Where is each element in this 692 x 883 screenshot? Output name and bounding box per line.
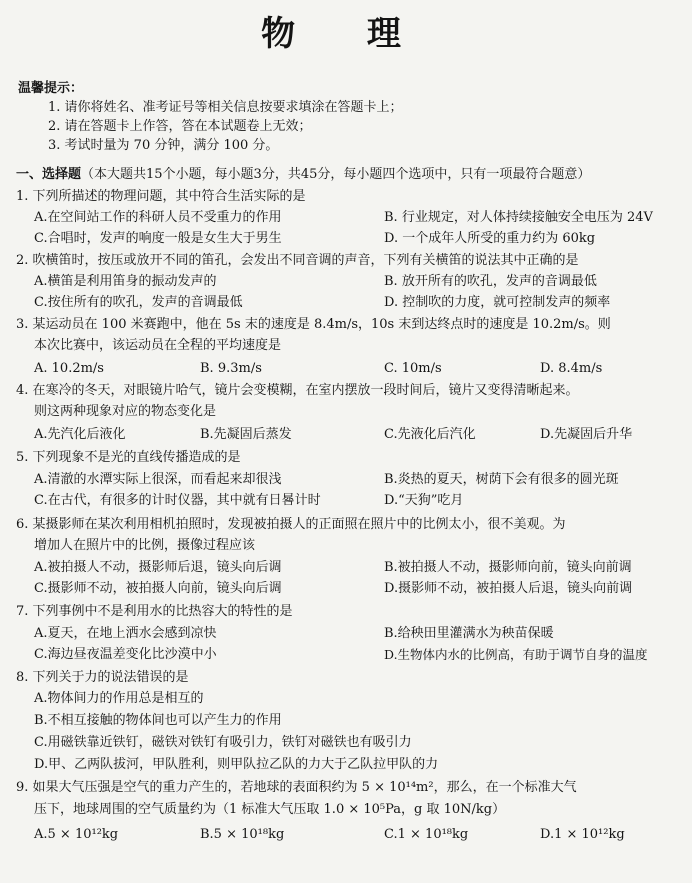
option-b: B.被拍摄人不动，摄影师向前，镜头向前调 [384, 560, 632, 575]
option-b: B.5 × 10¹⁸kg [200, 827, 285, 842]
option-c: C.海边昼夜温差变化比沙漠中小 [34, 647, 217, 662]
question-stem-cont: 压下，地球周围的空气质量约为（1 标准大气压取 1.0 × 10⁵Pa，g 取 10N/kg） [34, 802, 506, 817]
question-stem: 9. 如果大气压强是空气的重力产生的，若地球的表面积约为 5 × 10¹⁴m²，那么，在一个标准大气 [16, 780, 577, 795]
option-d: D. 控制吹的力度，就可控制发声的频率 [384, 295, 611, 310]
option-a: A.夏天，在地上洒水会感到凉快 [34, 626, 217, 641]
option-a: A.先汽化后液化 [34, 427, 126, 442]
question-stem: 2. 吹横笛时，按压或放开不同的笛孔，会发出不同音调的声音，下列有关横笛的说法其中正确的是 [16, 253, 579, 268]
section-label: 一、选择题 [16, 167, 82, 182]
option-c: C.按住所有的吹孔，发声的音调最低 [34, 295, 243, 310]
option-c: C.摄影师不动，被拍摄人向前，镜头向后调 [34, 581, 282, 596]
question-stem: 1. 下列所描述的物理问题，其中符合生活实际的是 [16, 189, 306, 204]
option-a: A.物体间力的作用总是相互的 [34, 691, 204, 706]
option-b: B.给秧田里灌满水为秧苗保暖 [384, 626, 554, 641]
notice-heading: 温馨提示： [18, 81, 84, 96]
option-a: A.5 × 10¹²kg [34, 827, 119, 842]
option-b: B.先凝固后蒸发 [200, 427, 292, 442]
option-a: A.被拍摄人不动，摄影师后退，镜头向后调 [34, 560, 282, 575]
option-a: A.在空间站工作的科研人员不受重力的作用 [34, 210, 282, 225]
option-a: A. 10.2m/s [34, 361, 104, 376]
question-stem-cont: 则这两种现象对应的物态变化是 [34, 404, 217, 419]
option-c: C.1 × 10¹⁸kg [384, 827, 469, 842]
question-stem: 4. 在寒冷的冬天，对眼镜片哈气，镜片会变模糊，在室内摆放一段时间后，镜片又变得清晰起来。 [16, 383, 579, 398]
notice-item: 3. 考试时量为 70 分钟，满分 100 分。 [48, 138, 279, 153]
option-c: C.合唱时，发声的响度一般是女生大于男生 [34, 231, 282, 246]
option-b: B.炎热的夏天，树荫下会有很多的圆光斑 [384, 472, 619, 487]
question-stem: 5. 下列现象不是光的直线传播造成的是 [16, 450, 241, 465]
option-a: A.清澈的水潭实际上很深，而看起来却很浅 [34, 472, 282, 487]
option-c: C.用磁铁靠近铁钉，磁铁对铁钉有吸引力，铁钉对磁铁也有吸引力 [34, 735, 412, 750]
question-stem: 7. 下列事例中不是利用水的比热容大的特性的是 [16, 604, 293, 619]
option-c: C.在古代，有很多的计时仪器，其中就有日晷计时 [34, 493, 321, 508]
section-desc: （本大题共15个小题，每小题3分，共45分，每小题四个选项中，只有一项最符合题意） [81, 167, 591, 182]
option-b: B. 行业规定，对人体持续接触安全电压为 24V [384, 210, 653, 225]
option-d: D. 8.4m/s [540, 361, 603, 376]
option-d: D.1 × 10¹²kg [540, 827, 625, 842]
option-b: B.不相互接触的物体间也可以产生力的作用 [34, 713, 282, 728]
option-d: D.生物体内水的比例高，有助于调节自身的温度 [384, 647, 648, 662]
option-d: D.摄影师不动，被拍摄人后退，镜头向前调 [384, 581, 633, 596]
question-stem-cont: 增加人在照片中的比例，摄像过程应该 [34, 538, 256, 553]
option-d: D.先凝固后升华 [540, 427, 633, 442]
option-d: D.甲、乙两队拔河，甲队胜利，则甲队拉乙队的力大于乙队拉甲队的力 [34, 757, 439, 772]
option-b: B. 放开所有的吹孔，发声的音调最低 [384, 274, 597, 289]
question-stem-cont: 本次比赛中，该运动员在全程的平均速度是 [34, 338, 282, 353]
option-c: C.先液化后汽化 [384, 427, 476, 442]
option-d: D. 一个成年人所受的重力约为 60kg [384, 231, 596, 246]
option-b: B. 9.3m/s [200, 361, 262, 376]
question-stem: 6. 某摄影师在某次利用相机拍照时，发现被拍摄人的正面照在照片中的比例太小，很不美观。为 [16, 517, 566, 532]
option-c: C. 10m/s [384, 361, 442, 376]
option-a: A.横笛是利用笛身的振动发声的 [34, 274, 217, 289]
option-d: D.“天狗”吃月 [384, 493, 464, 508]
question-stem: 3. 某运动员在 100 米赛跑中，他在 5s 末的速度是 8.4m/s，10s 末到达终点时的速度是 10.2m/s。则 [16, 317, 611, 332]
notice-item: 1. 请你将姓名、准考证号等相关信息按要求填涂在答题卡上； [48, 100, 403, 115]
question-stem: 8. 下列关于力的说法错误的是 [16, 670, 189, 685]
page-title: 物 理 [261, 14, 431, 54]
section-header [16, 166, 590, 184]
notice-item: 2. 请在答题卡上作答，答在本试题卷上无效； [48, 119, 312, 134]
